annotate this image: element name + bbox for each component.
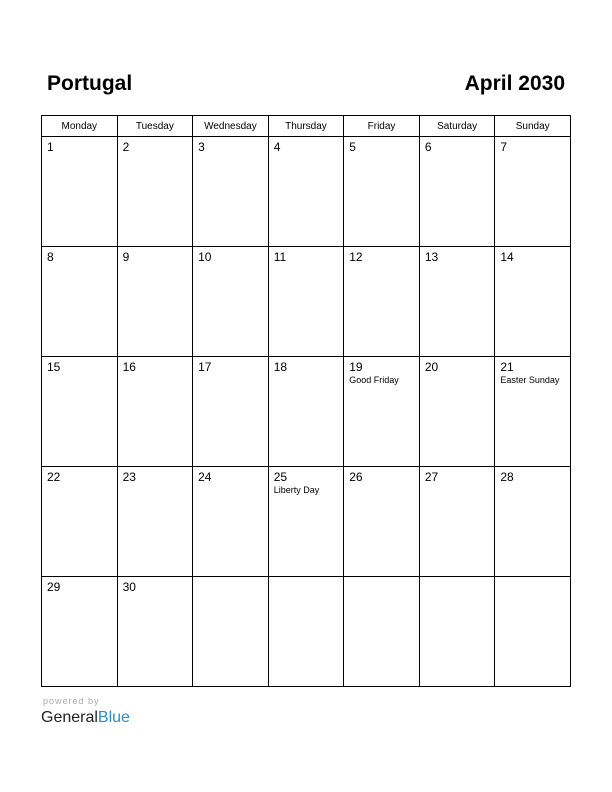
day-cell <box>419 577 495 687</box>
weekday-saturday: Saturday <box>419 116 495 137</box>
day-number: 16 <box>122 360 136 374</box>
day-number: 8 <box>47 250 54 264</box>
day-cell <box>117 247 193 357</box>
day-number: 4 <box>273 140 281 154</box>
holiday-label <box>344 484 419 485</box>
holiday-label <box>42 154 117 155</box>
holiday-label <box>42 594 117 595</box>
day-number: 15 <box>47 360 61 374</box>
day-cell <box>193 467 269 577</box>
day-cell <box>268 577 344 687</box>
weekday-header-row <box>42 116 571 137</box>
holiday-label <box>193 154 268 155</box>
weekday-wednesday: Wednesday <box>193 116 269 137</box>
day-number: 24 <box>198 470 212 484</box>
day-number: 28 <box>500 470 514 484</box>
holiday-label <box>193 264 268 265</box>
week-row-1 <box>42 137 571 247</box>
weekday-tuesday: Tuesday <box>117 116 193 137</box>
day-cell <box>419 137 495 247</box>
logo-text-blue: Blue <box>97 709 130 726</box>
holiday-label <box>118 594 193 595</box>
month-title: April 2030 <box>464 72 565 95</box>
holiday-label <box>495 580 570 581</box>
day-cell <box>495 137 571 247</box>
holiday-label <box>193 484 268 485</box>
day-cell <box>42 577 118 687</box>
day-number: 12 <box>349 250 363 264</box>
day-number: 26 <box>349 470 363 484</box>
day-number: 30 <box>122 580 136 594</box>
day-cell <box>419 467 495 577</box>
weekday-sunday: Sunday <box>495 116 571 137</box>
day-number: 5 <box>349 140 356 154</box>
country-title: Portugal <box>47 72 133 95</box>
day-cell <box>344 577 420 687</box>
day-number: 14 <box>500 250 514 264</box>
generalblue-logo[interactable] <box>41 708 130 728</box>
holiday-label <box>420 264 495 265</box>
powered-by-label: powered by <box>43 696 100 706</box>
holiday-label <box>269 154 344 155</box>
holiday-label <box>118 374 193 375</box>
day-number: 1 <box>47 140 54 154</box>
holiday-label <box>42 264 117 265</box>
week-row-3 <box>42 357 571 467</box>
day-cell <box>344 467 420 577</box>
holiday-label <box>118 264 193 265</box>
day-number: 3 <box>198 140 205 154</box>
day-number: 17 <box>198 360 212 374</box>
day-number: 25 <box>273 470 288 484</box>
day-number: 11 <box>273 250 287 264</box>
holiday-label <box>269 374 344 375</box>
holiday-label: Easter Sunday <box>500 375 560 385</box>
day-cell <box>344 357 420 467</box>
day-number: 7 <box>500 140 508 154</box>
day-cell <box>42 357 118 467</box>
holiday-label <box>193 580 268 581</box>
holiday-label <box>495 154 570 155</box>
day-cell <box>268 357 344 467</box>
day-cell <box>495 357 571 467</box>
day-number: 10 <box>198 250 212 264</box>
day-cell <box>42 137 118 247</box>
day-cell <box>117 137 193 247</box>
holiday-label <box>118 484 193 485</box>
day-number: 20 <box>424 360 439 374</box>
day-cell <box>344 137 420 247</box>
holiday-label: Good Friday <box>349 375 399 385</box>
holiday-label <box>118 154 193 155</box>
day-cell <box>344 247 420 357</box>
day-cell <box>117 357 193 467</box>
day-cell <box>193 577 269 687</box>
day-number: 23 <box>122 470 136 484</box>
day-cell <box>193 357 269 467</box>
weekday-monday: Monday <box>42 116 118 137</box>
day-number: 13 <box>424 250 439 264</box>
day-cell <box>495 467 571 577</box>
holiday-label <box>193 374 268 375</box>
holiday-label <box>344 580 419 581</box>
holiday-label <box>420 484 495 485</box>
day-number: 6 <box>424 140 432 154</box>
day-cell <box>268 247 344 357</box>
holiday-label <box>344 264 419 265</box>
day-cell <box>419 357 495 467</box>
holiday-label <box>495 264 570 265</box>
holiday-label <box>269 580 344 581</box>
day-cell <box>117 467 193 577</box>
day-number: 9 <box>122 250 130 264</box>
day-cell <box>495 577 571 687</box>
holiday-label <box>420 154 495 155</box>
day-cell <box>42 467 118 577</box>
day-number: 18 <box>273 360 288 374</box>
logo-text-general: General <box>41 709 98 726</box>
holiday-label <box>269 264 344 265</box>
day-cell <box>268 137 344 247</box>
week-row-2 <box>42 247 571 357</box>
holiday-label: Liberty Day <box>273 485 320 495</box>
week-row-4 <box>42 467 571 577</box>
day-number: 19 <box>349 360 363 374</box>
day-cell <box>117 577 193 687</box>
day-number: 27 <box>424 470 439 484</box>
weekday-thursday: Thursday <box>268 116 344 137</box>
holiday-label <box>344 154 419 155</box>
holiday-label <box>420 580 495 581</box>
calendar-grid <box>41 115 571 687</box>
holiday-label <box>42 484 117 485</box>
day-number: 21 <box>500 360 514 374</box>
day-number: 29 <box>47 580 61 594</box>
holiday-label <box>42 374 117 375</box>
day-number: 2 <box>122 140 130 154</box>
holiday-label <box>495 484 570 485</box>
day-cell <box>42 247 118 357</box>
holiday-label <box>420 374 495 375</box>
week-row-5 <box>42 577 571 687</box>
day-number: 22 <box>47 470 61 484</box>
day-cell <box>268 467 344 577</box>
day-cell <box>193 247 269 357</box>
day-cell <box>193 137 269 247</box>
weekday-friday: Friday <box>344 116 420 137</box>
day-cell <box>419 247 495 357</box>
day-cell <box>495 247 571 357</box>
